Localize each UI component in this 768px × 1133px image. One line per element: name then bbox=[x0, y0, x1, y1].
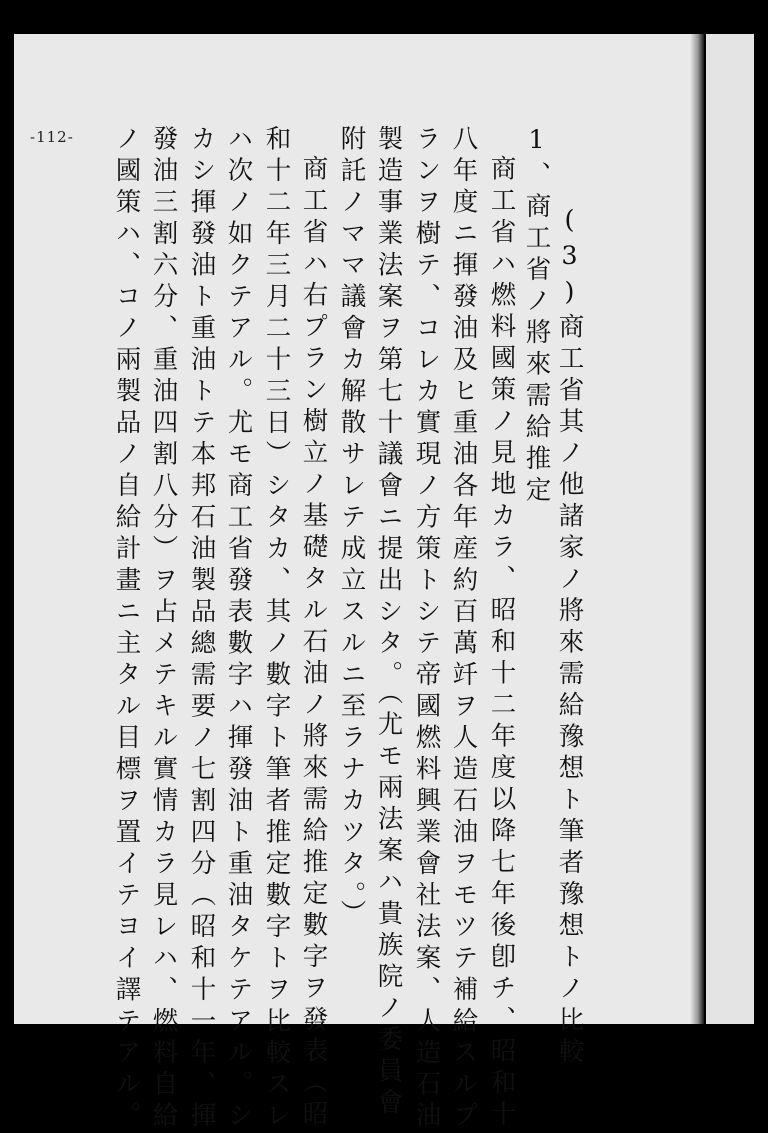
page-number-note: -112- bbox=[30, 128, 74, 146]
paragraph1-line-4: 製造事業法案ヲ第七十議會ニ提出シタ。（尤モ兩法案ハ貴族院ノ委員會 bbox=[373, 125, 404, 1121]
paragraph1-line-2: 八年度ニ揮發油及ヒ重油各年産約百萬竏ヲ人造石油ヲモツテ補給スルプ bbox=[448, 125, 479, 1133]
paragraph2-line-4: カシ揮發油ト重油トテ本邦石油製品總需要ノ七割四分（昭和十一年、揮 bbox=[186, 125, 217, 1133]
subsection-title: 1、商工省ノ將來需給推定 bbox=[521, 125, 552, 508]
paragraph1-line-1: 商工省ハ燃料國策ノ見地カラ、昭和十二年度以降七年後卽チ、昭和十 bbox=[486, 155, 517, 1132]
paragraph1-line-3: ランヲ樹テ、コレカ實現ノ方策トシテ帝國燃料興業會社法案、人造石油 bbox=[411, 125, 442, 1133]
paragraph1-line-5: 附託ノママ議會カ解散サレテ成立スルニ至ラナカツタ。） bbox=[336, 125, 367, 932]
page-spine-shadow bbox=[690, 34, 704, 1024]
paragraph2-line-6: ノ國策ハ、コノ兩製品ノ自給計畫ニ主タル目標ヲ置イテヨイ譯テアル。 bbox=[111, 125, 142, 1133]
paragraph2-line-1: 商工省ハ右プラン樹立ノ基礎タル石油ノ將來需給推定數字ヲ發表（昭 bbox=[298, 155, 329, 1132]
section-title: (3)商工省其ノ他諸家ノ將來需給豫想ト筆者豫想トノ比較 bbox=[554, 205, 585, 1069]
paragraph2-line-2: 和十二年三月二十三日）シタカ、其ノ數字ト筆者推定數字トヲ比較スレ bbox=[261, 125, 292, 1133]
paragraph2-line-3: ハ次ノ如クテアル。尤モ商工省發表數字ハ揮發油ト重油タケテアル。シ bbox=[223, 125, 254, 1133]
paragraph2-line-5: 發油三割六分、重油四割八分）ヲ占メテキル實情カラ見レハ、燃料自給 bbox=[148, 125, 179, 1133]
next-page-edge bbox=[706, 34, 754, 1024]
